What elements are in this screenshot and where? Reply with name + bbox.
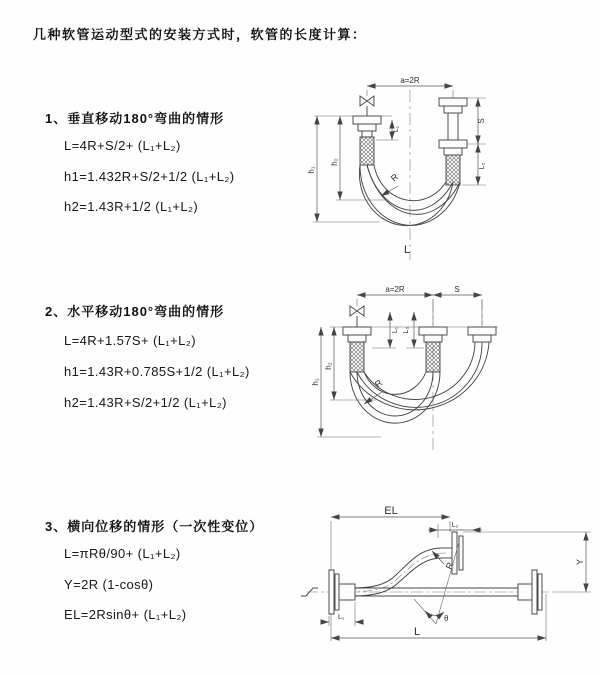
braid-section <box>350 342 364 372</box>
dimension-h1 <box>311 327 381 437</box>
dim-label-h2: h₂ <box>324 362 333 370</box>
dim-label-s: S <box>477 118 486 124</box>
dim-label-r: R <box>388 171 401 184</box>
braid-section <box>360 137 374 165</box>
dimension-el <box>331 505 450 641</box>
dim-label-el: EL <box>384 505 398 517</box>
section-2-formula-h2: h2=1.43R+S/2+1/2 (L₁+L₂) <box>64 395 227 410</box>
section-1-formula-h1: h1=1.432R+S/2+1/2 (L₁+L₂) <box>64 169 235 184</box>
section-3-formula-EL: EL=2Rsinθ+ (L₁+L₂) <box>64 607 187 622</box>
valve-icon <box>350 306 364 327</box>
valve-icon <box>360 96 374 116</box>
dim-label-l2: L₂ <box>479 162 486 170</box>
section-3-heading: 3、横向位移的情形（一次性变位） <box>45 519 264 534</box>
dimension-l1 <box>321 602 363 626</box>
section-3-formula-Y: Y=2R (1-cosθ) <box>64 577 154 592</box>
dim-label-l1: L₁ <box>393 125 400 133</box>
section-1-heading: 1、垂直移动180°弯曲的情形 <box>45 111 225 126</box>
braid-section <box>446 155 460 185</box>
dim-label-y: Y <box>575 558 585 566</box>
section-2-formula-L: L=4R+1.57S+ (L₁+L₂) <box>64 333 196 348</box>
moved-hose-end <box>468 327 496 342</box>
dim-label-l1: L₁ <box>338 614 345 621</box>
dim-label-a2r: a=2R <box>385 285 405 294</box>
hose-u-bend <box>350 372 440 423</box>
dim-label-h2: h₂ <box>330 158 339 166</box>
middle-hose-end <box>419 327 447 372</box>
dim-label-l2: L₂ <box>403 326 410 334</box>
dim-label-r: R <box>443 560 456 571</box>
dimension-l <box>331 594 546 641</box>
dimension-l2 <box>478 144 486 185</box>
diagram-lateral-displacement <box>296 504 600 654</box>
section-1-formula-h2: h2=1.43R+1/2 (L₁+L₂) <box>64 199 199 214</box>
dim-label-l1: L₁ <box>392 326 399 334</box>
left-hose-end <box>329 570 355 614</box>
dim-label-theta: θ <box>444 614 449 623</box>
hose-s-curve <box>346 548 446 596</box>
section-2-formula-h1: h1=1.43R+0.785S+1/2 (L₁+L₂) <box>64 364 250 379</box>
dimension-l1 <box>372 312 399 348</box>
dim-label-l: L <box>414 626 421 638</box>
section-1-formula-L: L=4R+S/2+ (L₁+L₂) <box>64 138 181 153</box>
dim-label-r: R <box>372 377 385 390</box>
left-hose-end <box>343 327 371 372</box>
page-title: 几种软管运动型式的安装方式时，软管的长度计算： <box>33 27 367 42</box>
dim-label-s: S <box>454 285 460 294</box>
diagram-horizontal-180-bend <box>306 282 600 462</box>
dimension-y <box>463 532 591 592</box>
dim-label-l2: L₂ <box>451 522 459 529</box>
dim-label-h1: h₁ <box>311 378 320 386</box>
dimension-a2r <box>357 285 433 325</box>
diagram-vertical-180-bend <box>307 70 598 266</box>
dim-label-a2r: a=2R <box>400 76 420 85</box>
section-2-heading: 2、水平移动180°弯曲的情形 <box>45 304 225 319</box>
hose-u-bend <box>359 165 460 226</box>
section-3-formula-L: L=πRθ/90+ (L₁+L₂) <box>64 546 181 561</box>
left-hose-end <box>314 116 392 165</box>
dim-label-h1: h₁ <box>307 166 316 174</box>
right-hose-end <box>439 98 467 185</box>
radius-callout <box>381 171 401 196</box>
braid-section <box>426 342 440 372</box>
dimension-s <box>433 285 482 325</box>
dim-label-l: L <box>404 244 411 256</box>
